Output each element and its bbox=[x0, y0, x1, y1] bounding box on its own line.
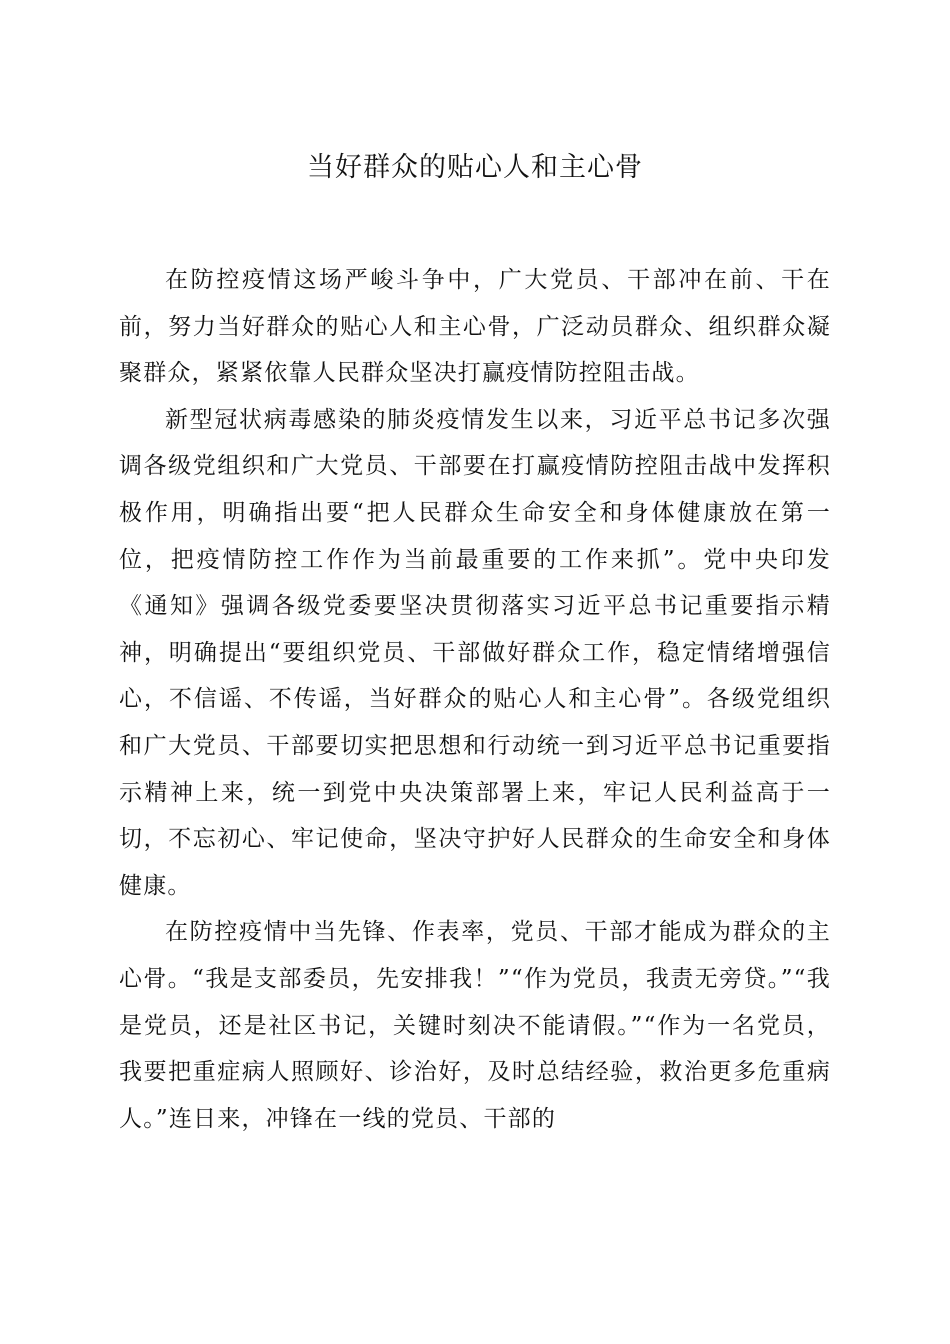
document-body bbox=[119, 257, 831, 1142]
paragraph: 在防控疫情这场严峻斗争中，广大党员、干部冲在前、干在前，努力当好群众的贴心人和主心骨，广泛动员群众、组织群众凝聚群众，紧紧依靠人民群众坚决打赢疫情防控阻击战。 bbox=[119, 267, 831, 387]
paragraph: 新型冠状病毒感染的肺炎疫情发生以来，习近平总书记多次强调各级党组织和广大党员、干部要在打赢疫情防控阻击战中发挥积极作用，明确指出要“把人民群众生命安全和身体健康放在第一位，把疫情防控工作作为当前最重要的工作来抓”。党中央印发《通知》强调各级党委要坚决贯彻落实习近平总书记重要指示精神，明确提出“要组织党员、干部做好群众工作，稳定情绪增强信心，不信谣、不传谣，当好群众的贴心人和主心骨”。各级党组织和广大党员、干部要切实把思想和行动统一到习近平总书记重要指示精神上来，统一到党中央决策部署上来，牢记人民利益高于一切，不忘初心、牢记使命，坚决守护好人民群众的生命安全和身体健康。 bbox=[119, 406, 831, 899]
paragraph: 在防控疫情中当先锋、作表率，党员、干部才能成为群众的主心骨。“我是支部委员，先安排我！”“作为党员，我责无旁贷。”“我是党员，还是社区书记，关键时刻决不能请假。”“作为一名党员，我要把重症病人照顾好、诊治好，及时总结经验，救治更多危重病人。”连日来，冲锋在一线的党员、干部的 bbox=[119, 919, 831, 1132]
document-title: 当好群众的贴心人和主心骨 bbox=[307, 152, 643, 183]
